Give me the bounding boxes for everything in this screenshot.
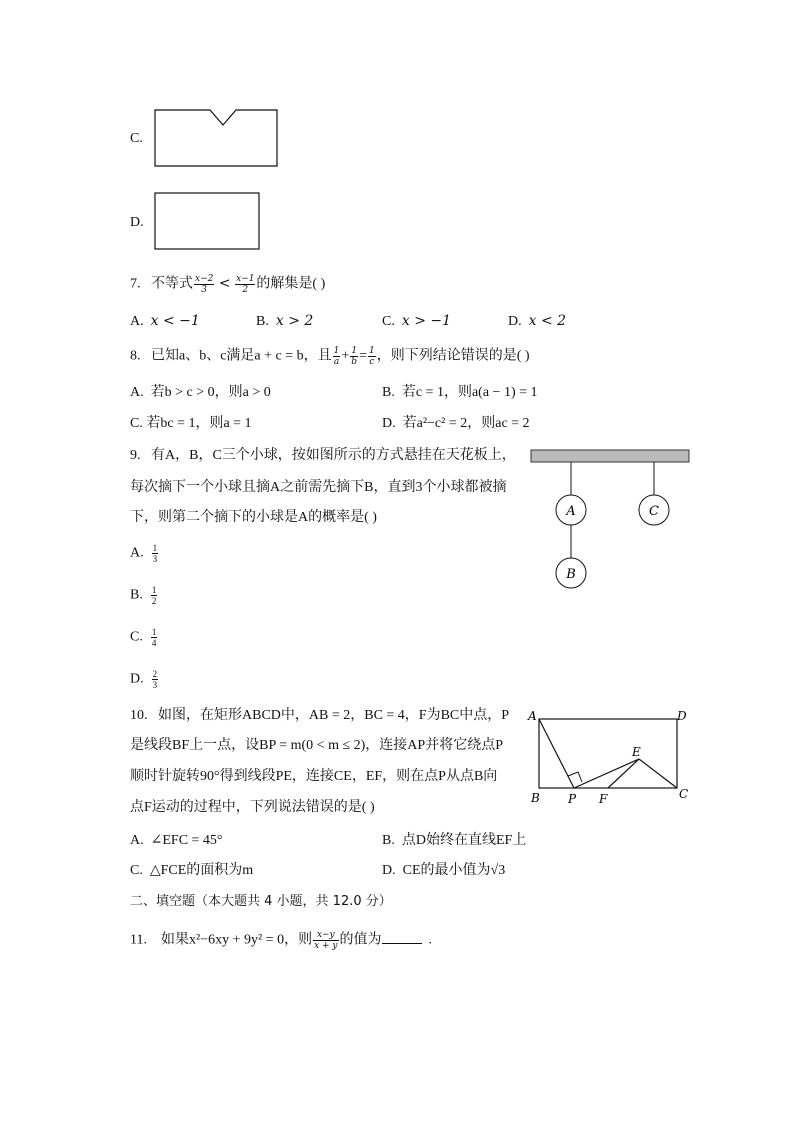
- q9-line-2: 每次摘下一个小球且摘A之前需先摘下B，直到3个小球都被摘: [130, 480, 507, 495]
- label-p: P: [568, 792, 577, 806]
- q11-frac: $\frac{x-y}{x + y}$: [314, 930, 338, 951]
- section-2-title: 二、填空题（本大题共 4 小题，共 12.0 分）: [130, 894, 392, 909]
- q8-number: 8.: [130, 348, 141, 364]
- q7-option-c: C. x > −1: [382, 313, 452, 329]
- rectangle-abcd: [539, 719, 677, 788]
- q9-line-3: 下，则第二个摘下的小球是A的概率是( ): [130, 510, 377, 525]
- q8-text-b: ，则下列结论错误的是( ): [376, 348, 530, 364]
- q7-stem: [130, 274, 325, 295]
- q8-frac2: $\frac{1}{b}$: [351, 346, 358, 367]
- option-c-label: C.: [130, 131, 143, 146]
- option-d-label: D.: [130, 215, 144, 230]
- label-e: E: [632, 745, 641, 759]
- q10-number: 10.: [130, 708, 148, 723]
- label-f: F: [599, 792, 608, 806]
- q8-option-b: B. 若c = 1，则a(a − 1) = 1: [382, 385, 538, 400]
- q7-option-b: B. x > 2: [256, 313, 314, 329]
- option-d-shape: [150, 188, 264, 254]
- q11-stem: [130, 930, 432, 951]
- q7-operator: <: [218, 275, 231, 292]
- q7-number: 7.: [130, 276, 141, 292]
- q9-option-b: B. $\frac{1}{2}$: [130, 585, 157, 606]
- q10-option-d: D. CE的最小值为√3: [382, 863, 506, 878]
- q9-figure: [528, 446, 694, 592]
- q10-line-2: 是线段BF上一点，设BP = m(0 < m ≤ 2)，连接AP并将它绕点P: [130, 738, 503, 753]
- q10-option-b: B. 点D始终在直线EF上: [382, 833, 527, 848]
- label-a: A: [528, 709, 537, 723]
- q7-text-after: 的解集是( ): [256, 276, 326, 292]
- q8-option-d: D. 若a²−c² = 2，则ac = 2: [382, 416, 530, 431]
- q11-end: .: [428, 932, 433, 948]
- q10-line-4: 点F运动的过程中，下列说法错误的是( ): [130, 800, 375, 815]
- q10-line-3: 顺时针旋转90°得到线段PE，连接CE，EF，则在点P从点B向: [130, 769, 498, 784]
- q9-option-a: A. $\frac{1}{3}$: [130, 543, 158, 564]
- q9-option-d: D. $\frac{2}{3}$: [130, 669, 158, 690]
- q10-figure: [522, 704, 698, 808]
- q8-eq: =: [359, 348, 367, 364]
- label-c: C: [679, 787, 689, 801]
- option-c-shape: [150, 105, 282, 171]
- q9-option-c: C. $\frac{1}{4}$: [130, 627, 157, 648]
- q8-frac1: $\frac{1}{a}$: [333, 346, 340, 367]
- q11-text-a: 如果x²−6xy + 9y² = 0，则: [160, 932, 313, 948]
- q9-line-1: 9. 有A，B，C三个小球，按如图所示的方式悬挂在天花板上，: [130, 448, 516, 463]
- q10-line-1: 10. 如图，在矩形ABCD中，AB = 2，BC = 4，F为BC中点，P: [130, 708, 510, 723]
- ball-c-label: C: [649, 504, 659, 519]
- q7-option-a: A. x < −1: [130, 313, 200, 329]
- ceiling-bar: [531, 450, 689, 462]
- q11-number: 11.: [130, 932, 147, 948]
- q9-number: 9.: [130, 448, 141, 463]
- q7-frac2: $\frac{x-1}{2}$: [236, 274, 255, 295]
- q11-answer-blank: [382, 931, 422, 944]
- ball-b-label: B: [566, 567, 576, 582]
- q11-text-b: 的值为: [339, 932, 382, 948]
- q7-frac1: $\frac{x-2}{3}$: [195, 274, 214, 295]
- q8-option-c: C. 若bc = 1，则a = 1: [130, 416, 252, 431]
- q8-frac3: $\frac{1}{c}$: [368, 346, 375, 367]
- q8-option-a: A. 若b > c > 0，则a > 0: [130, 385, 271, 400]
- label-b: B: [531, 791, 540, 805]
- q8-text-a: 已知a、b、c满足a + c = b，且: [151, 348, 332, 364]
- label-d: D: [677, 709, 687, 723]
- ball-a-label: A: [566, 504, 576, 519]
- q10-option-c: C. △FCE的面积为m: [130, 863, 254, 878]
- q7-text-before: 不等式: [151, 276, 193, 292]
- q8-plus: +: [341, 348, 350, 364]
- q10-option-a: A. ∠EFC = 45°: [130, 833, 223, 848]
- q7-option-d: D. x < 2: [508, 313, 567, 329]
- q8-stem: [130, 346, 530, 367]
